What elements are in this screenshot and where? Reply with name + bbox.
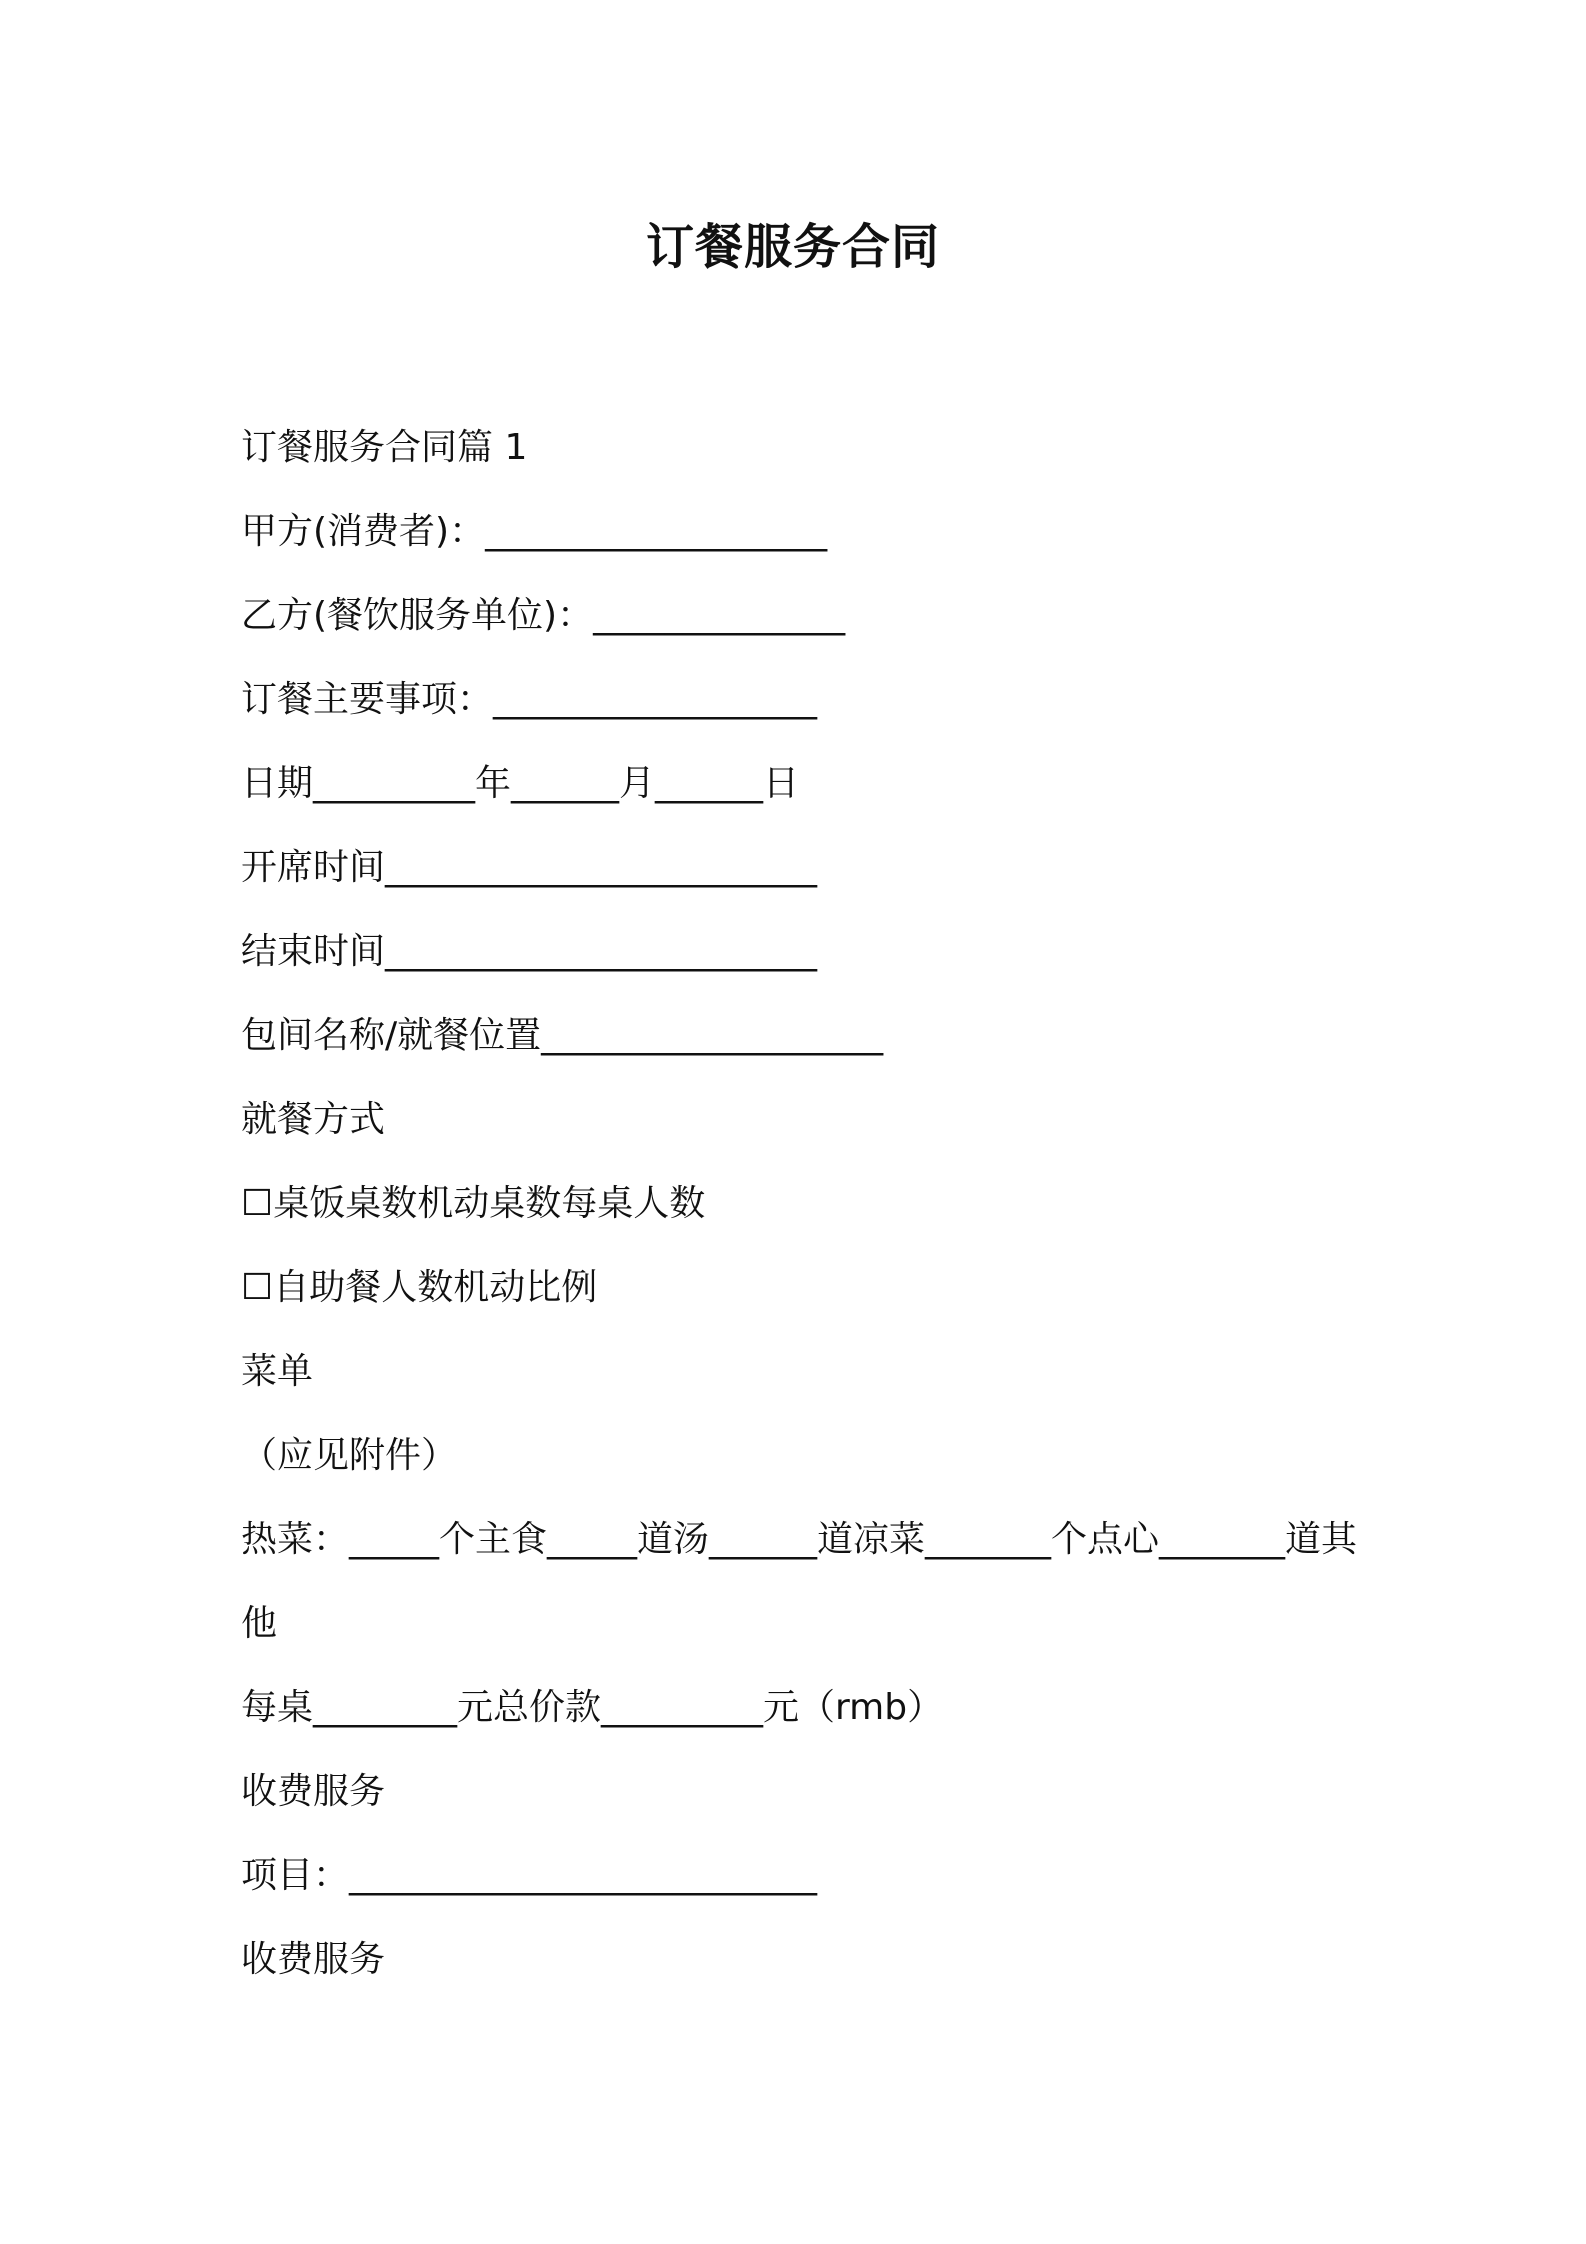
dishes-field: 热菜：_____个主食_____道汤______道凉菜_______个点心_______道其 bbox=[241, 1519, 1358, 1560]
dishes-field-continued: 他 bbox=[241, 1603, 278, 1644]
document-body bbox=[241, 406, 1371, 2002]
item-field: 项目：__________________________ bbox=[241, 1855, 818, 1896]
end-time-field: 结束时间________________________ bbox=[241, 931, 818, 972]
dining-method-label: 就餐方式 bbox=[241, 1099, 386, 1140]
menu-attachment-note: （应见附件） bbox=[241, 1435, 458, 1476]
price-field: 每桌________元总价款_________元（rmb） bbox=[241, 1687, 944, 1728]
document-title: 订餐服务合同 bbox=[645, 219, 940, 275]
menu-label: 菜单 bbox=[241, 1351, 314, 1392]
room-location-field: 包间名称/就餐位置___________________ bbox=[241, 1015, 884, 1056]
start-time-field: 开席时间________________________ bbox=[241, 847, 818, 888]
party-b-field: 乙方(餐饮服务单位)：______________ bbox=[241, 595, 846, 636]
paid-service-label-2: 收费服务 bbox=[241, 1939, 386, 1980]
main-matters-field: 订餐主要事项：__________________ bbox=[241, 679, 818, 720]
section-heading: 订餐服务合同篇 1 bbox=[241, 427, 528, 468]
paid-service-label: 收费服务 bbox=[241, 1771, 386, 1812]
table-meal-option: ☐桌饭桌数机动桌数每桌人数 bbox=[241, 1183, 706, 1224]
date-field: 日期_________年______月______日 bbox=[241, 763, 800, 804]
buffet-option: ☐自助餐人数机动比例 bbox=[241, 1267, 598, 1308]
party-a-field: 甲方(消费者)：___________________ bbox=[241, 511, 828, 552]
